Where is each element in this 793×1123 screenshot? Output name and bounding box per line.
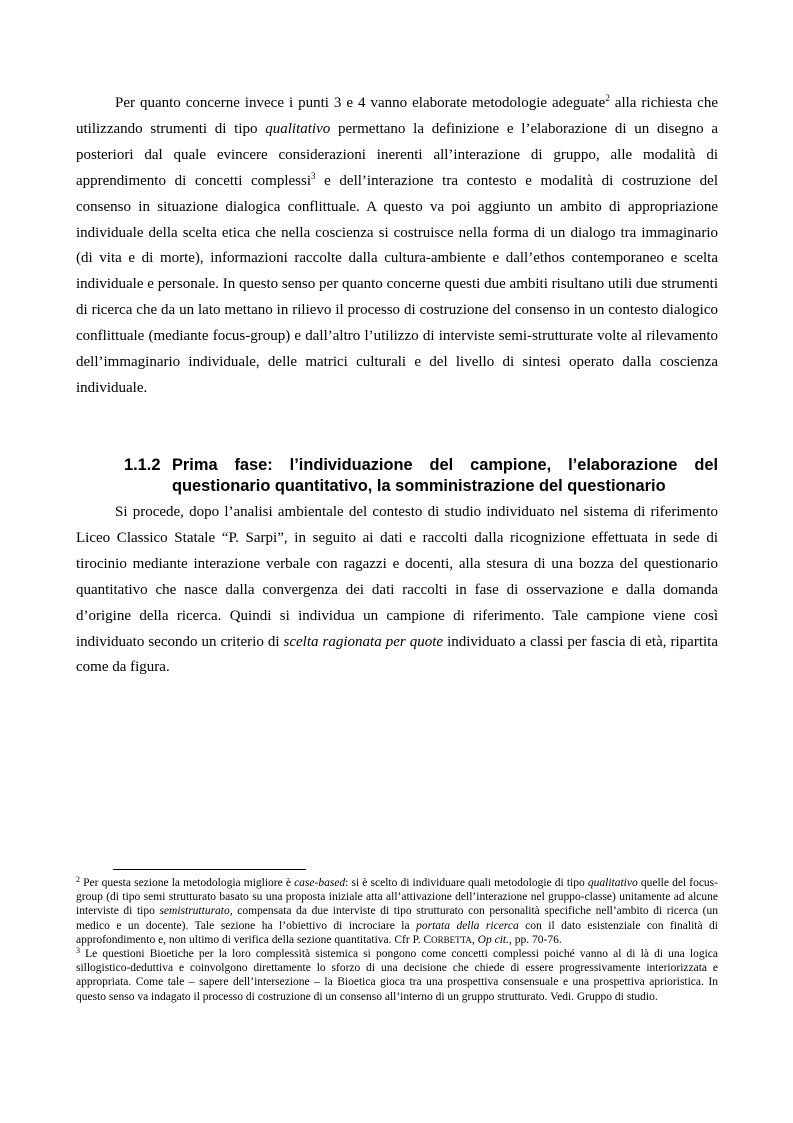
- footnote-text: con il dato esistenziale con finalità di approfondimento e, non ultimo di verifica della sezione quantitativa. Cfr P. C: [76, 919, 718, 946]
- footnote-text: Le questioni Bioetiche per la loro complessità sistemica si pongono come concetti complessi poiché vanno al di là di una logica sillogistico-deduttiva e coinvolgono direttamente lo sforzo di una decisione che chiede di essere progressivamente interiorizzata e appropriata. Come tale – sapere dell’intersezione – la Bioetica gioca tra una prospettiva consensuale e una prospettiva aprioristica. In questo senso va indagato il processo di costruzione di un consenso all’interno di un gruppo strutturato. Vedi. Gruppo di studio.: [76, 948, 718, 1003]
- paragraph-text: e dell’interazione tra contesto e modalità di costruzione del consenso in situazione dialogica conflittuale. A questo va poi aggiunto un ambito di appropriazione individuale della scelta etica che nella coscienza si costruisce nella forma di un dialogo tra immaginario (di vita e di morte), informazioni raccolte dalla cultura-ambiente e dall’ethos contemporaneo e scelta individuale e personale. In questo senso per quanto concerne questi due ambiti risultano utili due strumenti di ricerca che da un lato mettano in rilievo il processo di costruzione del consenso in un contesto dialogico conflittuale (mediante focus-group) e dall’altro l’utilizzo di interviste semi-strutturate volte al rilevamento dell’immaginario individuale, delle matrici culturali e del livello di sintesi operato dalla coscienza individuale.: [76, 172, 719, 396]
- paragraph-text: permettano la definizione e l’elaborazione di un disegno a posteriori dal quale evincere considerazioni inerenti all’interazione di gruppo, alle modalità di apprendimento di concetti complessi: [76, 120, 718, 189]
- footnote-text: : si è scelto di individuare quali metodologie di tipo: [345, 877, 588, 889]
- footnote-number: 2: [76, 875, 80, 884]
- footnote-italic-text: case-based: [294, 877, 346, 889]
- footnote-separator: [113, 869, 306, 870]
- paragraph-text: Per quanto concerne invece i punti 3 e 4 vanno elaborate metodologie adeguate: [115, 95, 606, 111]
- paragraph-text: individuato a classi per fascia di età, ripartita come da figura.: [76, 633, 718, 676]
- paragraph-methodology: [76, 91, 718, 402]
- paragraph-italic-text: qualitativo: [265, 120, 331, 137]
- footnote-text: compensata da due interviste di tipo strutturato con personalità specifiche nell’ambito di ricerca (un medico e un docente). Tale sezione ha l’obiettivo di incrociare la: [76, 905, 718, 932]
- footnote-italic-text: portata della ricerca: [416, 919, 519, 932]
- paragraph-italic-text: scelta ragionata per quote: [283, 633, 444, 650]
- paragraph-text: Si procede, dopo l’analisi ambientale del contesto di studio individuato nel sistema di riferimento Liceo Classico Statale “P. Sarpi”, in seguito ai dati e raccolti dalla ricognizione effettuata in sede di tirocinio mediante interazione verbale con ragazzi e docenti, alla stesura di una bozza del questionario quantitativo che nasce dalla convergenza dei dati raccolti in fase di osservazione e dalla domanda d’origine della ricerca. Quindi si individua un campione di riferimento. Tale campione viene così individuato secondo un criterio di: [76, 504, 718, 650]
- footnote-ref-2[interactable]: 2: [605, 93, 610, 103]
- paragraph-text: alla richiesta che utilizzando strumenti di tipo: [76, 95, 718, 137]
- section-heading: [124, 455, 718, 497]
- footnotes: [76, 876, 718, 1004]
- footnote-text: Per questa sezione la metodologia migliore è: [80, 877, 295, 889]
- author-smallcaps: ORBETTA: [431, 934, 472, 945]
- paragraph-sample: [76, 500, 718, 681]
- footnote-italic-text: qualitativo: [587, 877, 638, 889]
- footnote-italic-text: semistrutturato,: [159, 905, 233, 918]
- section-number: 1.1.2: [124, 456, 161, 474]
- footnote-text: , pp. 70-76.: [508, 933, 562, 946]
- footnote-ref-3[interactable]: 3: [311, 170, 316, 181]
- footnote-text: ,: [471, 933, 478, 946]
- section-title: Prima fase: l’individuazione del campione, l’elaborazione del questionario quantitativo, la somministrazione del questionario: [172, 456, 718, 495]
- footnote-italic-text: Op cit.: [477, 933, 509, 946]
- footnote-number: 3: [76, 946, 80, 956]
- footnote-2: [76, 876, 718, 947]
- footnote-text: quelle del focus-group (di tipo semi strutturato basato su una proposta iniziale atta all’attivazione dell’interazione nel gruppo-classe) unitamente ad alcune interviste di tipo: [76, 877, 718, 918]
- footnote-3: [76, 947, 718, 1004]
